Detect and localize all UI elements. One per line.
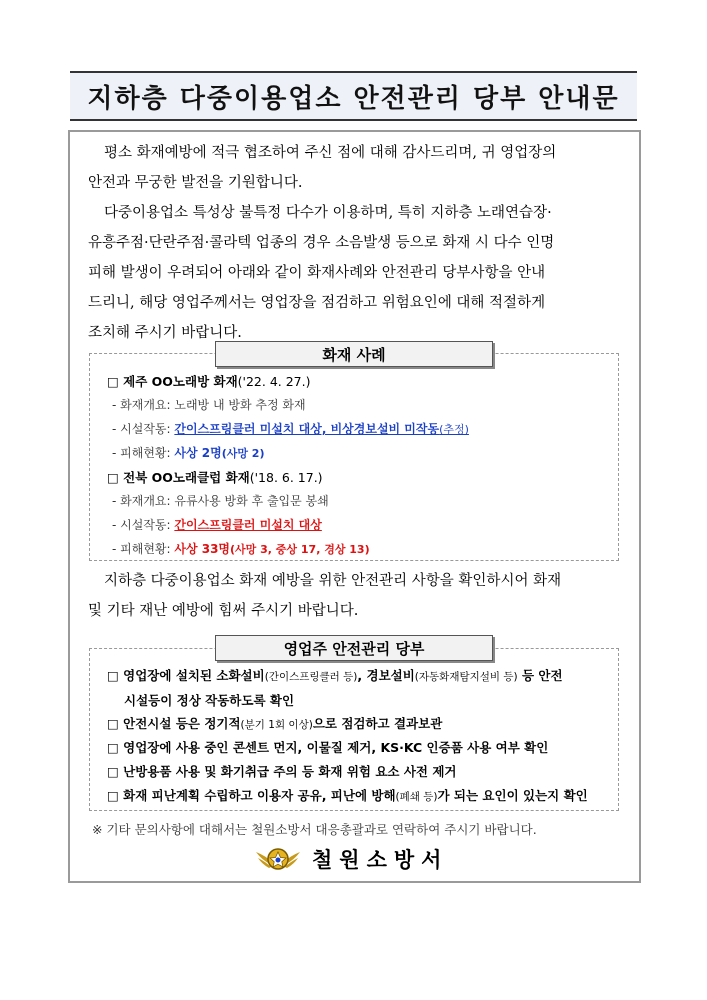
mid-paragraph	[88, 566, 622, 626]
fire-cases-header: 화재 사례	[215, 341, 493, 367]
duty-item-2: □ 안전시설 등은 정기적(분기 1회 이상)으로 점검하고 결과보관	[107, 716, 443, 731]
mid-line: 및 기타 재난 예방에 힘써 주시기 바랍니다.	[88, 603, 359, 619]
duty-item-5: □ 화재 피난계획 수립하고 이용자 공유, 피난에 방해(폐쇄 등)가 되는 요인이 있는지 확인	[107, 788, 588, 803]
page-title: 지하층 다중이용업소 안전관리 당부 안내문	[87, 83, 620, 114]
mid-line: 지하층 다중이용업소 화재 예방을 위한 안전관리 사항을 확인하시어 화재	[104, 573, 562, 589]
footer	[254, 842, 448, 876]
case1-damage: - 피해현황: 사상 2명(사망 2)	[112, 446, 265, 460]
contact-note: ※ 기타 문의사항에 대해서는 철원소방서 대응총괄과로 연락하여 주시기 바랍니다.	[92, 822, 537, 837]
case2-overview: - 화재개요: 유류사용 방화 후 출입문 봉쇄	[112, 494, 329, 508]
intro-line: 조치해 주시기 바랍니다.	[88, 325, 242, 341]
case1-overview: - 화재개요: 노래방 내 방화 추정 화재	[112, 398, 306, 412]
intro-line: 유흥주점·단란주점·콜라텍 업종의 경우 소음발생 등으로 화재 시 다수 인명	[88, 235, 555, 251]
intro-line: 안전과 무궁한 발전을 기원합니다.	[88, 175, 303, 191]
case2-title: □ 전북 OO노래클럽 화재('18. 6. 17.)	[107, 470, 323, 485]
title-banner	[70, 71, 637, 121]
case1-title: □ 제주 OO노래방 화재('22. 4. 27.)	[107, 374, 311, 389]
intro-line: 다중이용업소 특성상 불특정 다수가 이용하며, 특히 지하층 노래연습장·	[104, 205, 552, 221]
duties-header: 영업주 안전관리 당부	[215, 635, 493, 661]
duty-item-1: □ 영업장에 설치된 소화설비(간이스프링클러 등), 경보설비(자동화재탐지설비 등) 등 안전 시설등이 정상 작동하도록 확인	[107, 668, 563, 708]
case2-facility: - 시설작동: 간이스프링클러 미설치 대상	[112, 518, 322, 532]
intro-line: 평소 화재예방에 적극 협조하여 주신 점에 대해 감사드리며, 귀 영업장의	[104, 145, 557, 161]
fire-emblem-icon	[254, 842, 302, 876]
org-name: 철원소방서	[312, 848, 449, 872]
duty-item-4: □ 난방용품 사용 및 화기취급 주의 등 화재 위험 요소 사전 제거	[107, 764, 457, 779]
case2-damage: - 피해현황: 사상 33명(사망 3, 중상 17, 경상 13)	[112, 542, 370, 556]
duty-item-3: □ 영업장에 사용 중인 콘센트 먼지, 이물질 제거, KS·KC 인증품 사용 여부 확인	[107, 740, 549, 755]
intro-paragraph	[88, 138, 622, 348]
intro-line: 드리니, 해당 영업주께서는 영업장을 점검하고 위험요인에 대해 적절하게	[88, 295, 546, 311]
case1-facility: - 시설작동: 간이스프링클러 미설치 대상, 비상경보설비 미작동(추정)	[112, 422, 469, 436]
intro-line: 피해 발생이 우려되어 아래와 같이 화재사례와 안전관리 당부사항을 안내	[88, 265, 546, 281]
